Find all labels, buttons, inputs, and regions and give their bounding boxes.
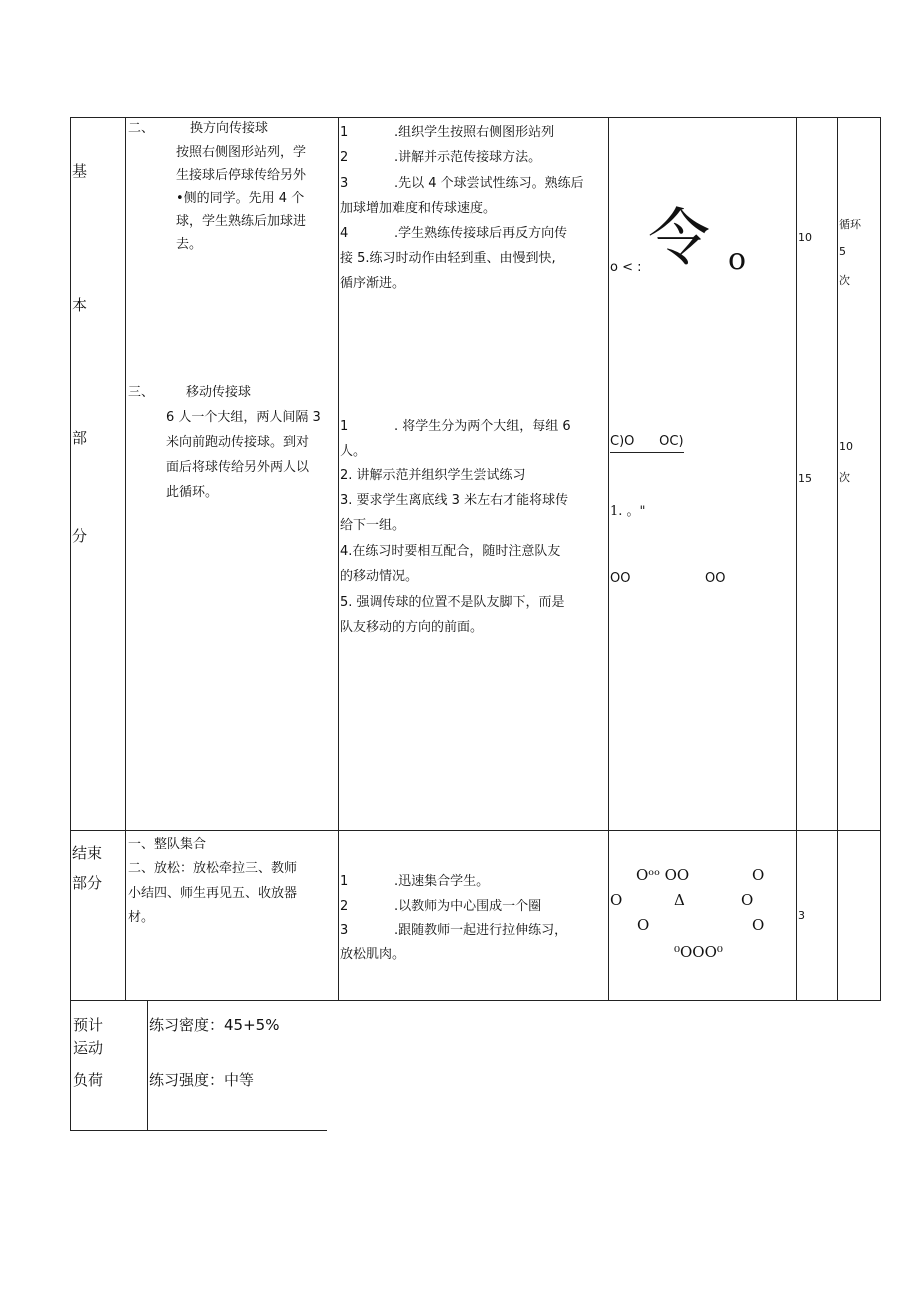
basic-label-char: 本 <box>72 296 88 314</box>
method-number: 4 <box>340 226 349 241</box>
item3-title: 移动传接球 <box>186 385 252 400</box>
method-text: 放松肌肉。 <box>340 947 406 962</box>
item3-line: 米向前跑动传接球。到对 <box>166 435 310 450</box>
method-text: 队友移动的方向的前面。 <box>340 620 484 635</box>
item3-number: 三、 <box>128 385 155 400</box>
method-text: .先以 4 个球尝试性练习。熟练后 <box>394 176 584 191</box>
method-number: 3 <box>340 923 349 938</box>
count-line: 次 <box>839 274 850 287</box>
end-line: 一、整队集合 <box>128 837 207 852</box>
diagram-row: OO <box>705 571 726 586</box>
method-text: .组织学生按照右侧图形站列 <box>394 125 555 140</box>
method-text: 4.在练习时要相互配合，随时注意队友 <box>340 544 561 559</box>
item3-line: 6 人一个大组，两人间隔 3 <box>166 410 321 425</box>
method-number: 2 <box>340 150 349 165</box>
method-text: 的移动情况。 <box>340 569 419 584</box>
col-line-5 <box>837 117 838 1001</box>
end-label-line: 结束 <box>72 844 103 862</box>
diagram-circle-bottom: ⁰OOO⁰ <box>674 943 723 961</box>
diagram-circle-top: Oᵒᵒ OO <box>636 866 690 884</box>
basic-label-char: 部 <box>72 429 88 447</box>
border-bottom <box>70 1130 327 1131</box>
load-label-line: 预计 <box>73 1016 104 1034</box>
diagram-circle: O <box>637 916 650 934</box>
item2-time: 10 <box>798 231 812 244</box>
item2-line: 去。 <box>176 237 203 252</box>
diagram-small-marks: o < : <box>610 260 642 275</box>
method-text: .跟随教师一起进行拉伸练习， <box>394 923 568 938</box>
diagram-circle: O <box>752 916 765 934</box>
method-number: 3 <box>340 176 349 191</box>
diagram-big-glyph: 令 <box>648 201 711 274</box>
diagram-row: 1. 。" <box>610 504 646 519</box>
diagram-row: C)O OC) <box>610 432 684 453</box>
load-divider <box>147 1000 148 1131</box>
col-line-2 <box>338 117 339 1001</box>
method-text: 人。 <box>340 444 367 459</box>
item2-line: 按照右侧图形站列，学 <box>176 145 307 160</box>
divider-basic-end <box>70 830 881 831</box>
diagram-circle: O <box>752 866 765 884</box>
end-line: 材。 <box>128 910 155 925</box>
method-number: 2 <box>340 899 349 914</box>
basic-label-char: 分 <box>72 527 88 545</box>
border-right <box>880 117 881 1001</box>
col-line-3 <box>608 117 609 1001</box>
method-text: 接 5.练习时动作由轻到重、由慢到快, <box>340 251 556 266</box>
method-text: 给下一组。 <box>340 518 406 533</box>
count-line: 5 <box>839 245 846 258</box>
item2-line: 球，学生熟练后加球进 <box>176 214 307 229</box>
col-line-1 <box>125 117 126 1001</box>
end-time: 3 <box>798 909 805 922</box>
border-left <box>70 117 71 1131</box>
method-text: .学生熟练传接球后再反方向传 <box>394 226 568 241</box>
method-number: 1 <box>340 125 349 140</box>
method-text: . 将学生分为两个大组，每组 6 <box>394 419 571 434</box>
load-label-line: 负荷 <box>73 1071 104 1089</box>
method-number: 1 <box>340 419 349 434</box>
method-text: 2. 讲解示范并组织学生尝试练习 <box>340 468 526 483</box>
item3-line: 面后将球传给另外两人以 <box>166 460 310 475</box>
count-line: 10 <box>839 440 853 453</box>
item2-title: 换方向传接球 <box>190 121 269 136</box>
item3-time: 15 <box>798 472 812 485</box>
item2-number: 二、 <box>128 121 155 136</box>
method-text: 5. 强调传球的位置不是队友脚下，而是 <box>340 595 565 610</box>
col-line-4 <box>796 117 797 1001</box>
method-text: .讲解并示范传接球方法。 <box>394 150 542 165</box>
load-label-line: 运动 <box>73 1039 104 1057</box>
diagram-circle: O <box>741 891 754 909</box>
end-line: 二、放松：放松牵拉三、教师 <box>128 861 298 876</box>
item3-line: 此循环。 <box>166 485 219 500</box>
item2-line: •侧的同学。先用 4 个 <box>176 191 305 206</box>
method-text: 3. 要求学生离底线 3 米左右才能将球传 <box>340 493 569 508</box>
method-text: .以教师为中心围成一个圈 <box>394 899 542 914</box>
count-line: 次 <box>839 471 850 484</box>
teacher-triangle: Δ <box>674 891 685 909</box>
practice-intensity: 练习强度：中等 <box>149 1071 255 1089</box>
count-line: 循环 <box>839 218 861 231</box>
method-text: 循序渐进。 <box>340 276 406 291</box>
diagram-circle: o <box>728 242 747 277</box>
divider-end-load <box>70 1000 881 1001</box>
end-line: 小结四、师生再见五、收放器 <box>128 886 298 901</box>
basic-label-char: 基 <box>72 162 88 180</box>
method-number: 1 <box>340 874 349 889</box>
diagram-circle: O <box>610 891 623 909</box>
item2-line: 生接球后停球传给另外 <box>176 168 307 183</box>
method-text: 加球增加难度和传球速度。 <box>340 201 497 216</box>
diagram-row: OO <box>610 571 631 586</box>
end-label-line: 部分 <box>72 874 103 892</box>
practice-density: 练习密度：45+5% <box>149 1016 280 1034</box>
method-text: .迅速集合学生。 <box>394 874 490 889</box>
